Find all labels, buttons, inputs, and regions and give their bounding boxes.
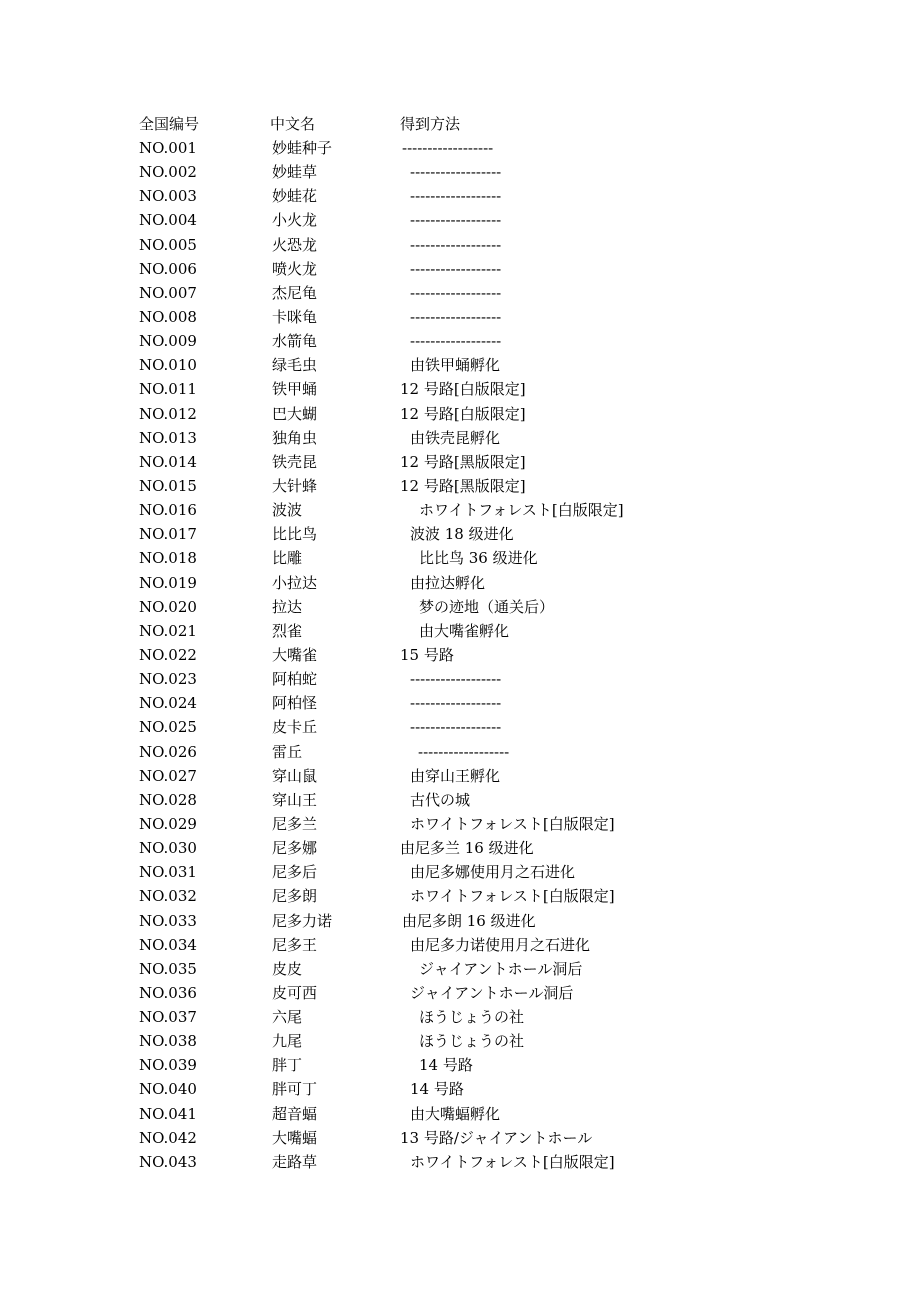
pokemon-number: NO.012 <box>139 404 197 423</box>
pokemon-number: NO.035 <box>139 959 197 978</box>
table-row <box>139 836 859 860</box>
acquisition-method: 古代の城 <box>410 790 471 809</box>
table-row <box>139 257 859 281</box>
acquisition-method: 由尼多力诺使用月之石进化 <box>410 935 591 954</box>
pokemon-number: NO.024 <box>139 694 197 713</box>
pokemon-chinese-name: 走路草 <box>272 1152 318 1171</box>
acquisition-method: ホワイトフォレスト[白版限定] <box>410 1152 615 1171</box>
pokemon-number: NO.030 <box>139 839 197 858</box>
pokemon-chinese-name: 铁壳昆 <box>272 452 318 471</box>
pokemon-chinese-name: 尼多力诺 <box>272 911 333 930</box>
pokedex-table <box>139 112 859 1174</box>
pokemon-chinese-name: 胖丁 <box>272 1056 303 1075</box>
acquisition-method: 由尼多娜使用月之石进化 <box>410 863 576 882</box>
pokemon-number: NO.011 <box>139 380 197 399</box>
table-row <box>139 595 859 619</box>
pokemon-chinese-name: 大针蜂 <box>272 476 318 495</box>
table-row <box>139 884 859 908</box>
acquisition-method: 14 号路 <box>419 1056 473 1075</box>
pokemon-chinese-name: 绿毛虫 <box>272 356 318 375</box>
pokemon-chinese-name: 喷火龙 <box>272 259 318 278</box>
pokemon-number: NO.042 <box>139 1128 197 1147</box>
pokemon-chinese-name: 小拉达 <box>272 573 318 592</box>
pokemon-chinese-name: 杰尼龟 <box>272 283 318 302</box>
pokemon-chinese-name: 火恐龙 <box>272 235 318 254</box>
acquisition-method: 由铁壳昆孵化 <box>410 428 501 447</box>
pokemon-chinese-name: 烈雀 <box>272 621 303 640</box>
pokemon-number: NO.028 <box>139 790 197 809</box>
pokemon-number: NO.007 <box>139 283 197 302</box>
pokemon-chinese-name: 波波 <box>272 501 303 520</box>
acquisition-method: ジャイアントホール洞后 <box>410 983 574 1002</box>
pokemon-number: NO.006 <box>139 259 197 278</box>
pokemon-number: NO.039 <box>139 1056 197 1075</box>
pokemon-chinese-name: 胖可丁 <box>272 1080 318 1099</box>
acquisition-method: 波波 18 级进化 <box>410 525 514 544</box>
table-row <box>139 812 859 836</box>
pokemon-number: NO.034 <box>139 935 197 954</box>
table-row <box>139 643 859 667</box>
table-row <box>139 546 859 570</box>
acquisition-method: ホワイトフォレスト[白版限定] <box>410 814 615 833</box>
table-row <box>139 691 859 715</box>
pokemon-chinese-name: 超音蝠 <box>272 1104 318 1123</box>
table-row <box>139 1150 859 1174</box>
pokemon-number: NO.001 <box>139 139 197 157</box>
pokemon-chinese-name: 比比鸟 <box>272 525 318 544</box>
acquisition-method: 由大嘴蝠孵化 <box>410 1104 501 1123</box>
acquisition-method: 由尼多朗 16 级进化 <box>402 911 536 930</box>
table-row <box>139 136 859 160</box>
acquisition-method: ------------------ <box>410 211 502 230</box>
table-row <box>139 281 859 305</box>
table-row <box>139 619 859 643</box>
pokemon-number: NO.032 <box>139 887 197 906</box>
table-row <box>139 305 859 329</box>
pokemon-chinese-name: 九尾 <box>272 1032 303 1051</box>
pokemon-number: NO.033 <box>139 911 197 930</box>
pokemon-chinese-name: 穿山鼠 <box>272 766 318 785</box>
table-row <box>139 788 859 812</box>
table-row <box>139 402 859 426</box>
acquisition-method: ほうじょうの社 <box>419 1032 525 1051</box>
pokemon-chinese-name: 妙蛙花 <box>272 187 318 206</box>
table-row <box>139 1029 859 1053</box>
pokemon-chinese-name: 妙蛙草 <box>272 163 318 182</box>
pokemon-number: NO.008 <box>139 307 197 326</box>
acquisition-method: 15 号路 <box>400 645 454 664</box>
pokemon-number: NO.013 <box>139 428 197 447</box>
pokemon-number: NO.025 <box>139 718 197 737</box>
acquisition-method: 比比鸟 36 级进化 <box>419 549 538 568</box>
pokemon-number: NO.018 <box>139 549 197 568</box>
pokemon-number: NO.029 <box>139 814 197 833</box>
pokemon-chinese-name: 阿柏蛇 <box>272 670 318 689</box>
table-row <box>139 1102 859 1126</box>
pokemon-chinese-name: 拉达 <box>272 597 303 616</box>
table-row <box>139 957 859 981</box>
pokemon-chinese-name: 大嘴雀 <box>272 645 318 664</box>
table-row <box>139 933 859 957</box>
table-row <box>139 208 859 232</box>
table-row <box>139 571 859 595</box>
table-row <box>139 981 859 1005</box>
acquisition-method: ------------------ <box>410 283 502 302</box>
table-row <box>139 233 859 257</box>
table-row <box>139 764 859 788</box>
table-header-row <box>139 112 859 136</box>
table-row <box>139 909 859 933</box>
pokemon-chinese-name: 六尾 <box>272 1008 303 1027</box>
pokemon-number: NO.017 <box>139 525 197 544</box>
pokemon-chinese-name: 皮皮 <box>272 959 303 978</box>
table-row <box>139 353 859 377</box>
acquisition-method: 12 号路[白版限定] <box>400 404 526 423</box>
pokemon-number: NO.003 <box>139 187 197 206</box>
acquisition-method: 12 号路[白版限定] <box>400 380 526 399</box>
acquisition-method: ホワイトフォレスト[白版限定] <box>419 501 624 520</box>
pokemon-number: NO.002 <box>139 163 197 182</box>
pokemon-number: NO.027 <box>139 766 197 785</box>
acquisition-method: ------------------ <box>410 163 502 182</box>
pokemon-chinese-name: 妙蛙种子 <box>272 139 333 157</box>
table-row <box>139 474 859 498</box>
acquisition-method: ------------------ <box>402 139 494 157</box>
acquisition-method: 由拉达孵化 <box>410 573 486 592</box>
table-row <box>139 184 859 208</box>
header-chinese-name: 中文名 <box>270 115 316 133</box>
pokemon-chinese-name: 皮可西 <box>272 983 318 1002</box>
acquisition-method: ------------------ <box>410 187 502 206</box>
table-row <box>139 1005 859 1029</box>
table-row <box>139 498 859 522</box>
header-national-number: 全国编号 <box>139 115 200 133</box>
table-body <box>139 136 859 1174</box>
acquisition-method: ------------------ <box>410 259 502 278</box>
pokemon-chinese-name: 尼多娜 <box>272 839 318 858</box>
pokemon-number: NO.023 <box>139 670 197 689</box>
table-row <box>139 329 859 353</box>
table-row <box>139 1077 859 1101</box>
pokemon-number: NO.036 <box>139 983 197 1002</box>
pokemon-number: NO.022 <box>139 645 197 664</box>
pokemon-number: NO.019 <box>139 573 197 592</box>
pokemon-chinese-name: 尼多朗 <box>272 887 318 906</box>
pokemon-number: NO.015 <box>139 476 197 495</box>
table-row <box>139 1126 859 1150</box>
table-row <box>139 715 859 739</box>
table-row <box>139 1053 859 1077</box>
table-row <box>139 860 859 884</box>
acquisition-method: ------------------ <box>410 307 502 326</box>
pokemon-chinese-name: 尼多后 <box>272 863 318 882</box>
acquisition-method: 12 号路[黑版限定] <box>400 452 526 471</box>
pokemon-chinese-name: 尼多兰 <box>272 814 318 833</box>
pokemon-number: NO.010 <box>139 356 197 375</box>
table-row <box>139 522 859 546</box>
header-acquisition-method: 得到方法 <box>400 115 461 133</box>
pokemon-number: NO.043 <box>139 1152 197 1171</box>
acquisition-method: 由尼多兰 16 级进化 <box>400 839 534 858</box>
acquisition-method: ------------------ <box>410 694 502 713</box>
pokemon-number: NO.014 <box>139 452 197 471</box>
pokemon-chinese-name: 阿柏怪 <box>272 694 318 713</box>
pokemon-chinese-name: 雷丘 <box>272 742 303 761</box>
acquisition-method: 13 号路/ジャイアントホール <box>400 1128 593 1147</box>
pokemon-chinese-name: 尼多王 <box>272 935 318 954</box>
table-row <box>139 450 859 474</box>
table-row <box>139 426 859 450</box>
pokemon-number: NO.021 <box>139 621 197 640</box>
acquisition-method: ------------------ <box>410 670 502 689</box>
pokemon-chinese-name: 铁甲蛹 <box>272 380 318 399</box>
pokemon-number: NO.005 <box>139 235 197 254</box>
pokemon-chinese-name: 卡咪龟 <box>272 307 318 326</box>
table-row <box>139 667 859 691</box>
pokemon-chinese-name: 比雕 <box>272 549 303 568</box>
table-row <box>139 160 859 184</box>
pokemon-number: NO.004 <box>139 211 197 230</box>
pokemon-chinese-name: 大嘴蝠 <box>272 1128 318 1147</box>
acquisition-method: ジャイアントホール洞后 <box>419 959 583 978</box>
acquisition-method: 梦の迹地（通关后） <box>419 597 555 616</box>
pokemon-number: NO.038 <box>139 1032 197 1051</box>
pokemon-chinese-name: 独角虫 <box>272 428 318 447</box>
pokemon-chinese-name: 巴大蝴 <box>272 404 318 423</box>
table-row <box>139 740 859 764</box>
acquisition-method: ------------------ <box>410 718 502 737</box>
acquisition-method: 由铁甲蛹孵化 <box>410 356 501 375</box>
acquisition-method: ------------------ <box>410 235 502 254</box>
pokemon-chinese-name: 水箭龟 <box>272 332 318 351</box>
pokemon-number: NO.016 <box>139 501 197 520</box>
pokemon-number: NO.037 <box>139 1008 197 1027</box>
acquisition-method: 由穿山王孵化 <box>410 766 501 785</box>
table-row <box>139 377 859 401</box>
pokemon-number: NO.020 <box>139 597 197 616</box>
pokemon-number: NO.031 <box>139 863 197 882</box>
pokemon-chinese-name: 小火龙 <box>272 211 318 230</box>
pokemon-number: NO.026 <box>139 742 197 761</box>
pokemon-number: NO.009 <box>139 332 197 351</box>
acquisition-method: ------------------ <box>418 742 510 761</box>
pokemon-number: NO.041 <box>139 1104 197 1123</box>
acquisition-method: ホワイトフォレスト[白版限定] <box>410 887 615 906</box>
pokemon-chinese-name: 皮卡丘 <box>272 718 318 737</box>
acquisition-method: ほうじょうの社 <box>419 1008 525 1027</box>
acquisition-method: ------------------ <box>410 332 502 351</box>
acquisition-method: 由大嘴雀孵化 <box>419 621 510 640</box>
pokemon-number: NO.040 <box>139 1080 197 1099</box>
pokemon-chinese-name: 穿山王 <box>272 790 318 809</box>
acquisition-method: 14 号路 <box>410 1080 464 1099</box>
acquisition-method: 12 号路[黑版限定] <box>400 476 526 495</box>
